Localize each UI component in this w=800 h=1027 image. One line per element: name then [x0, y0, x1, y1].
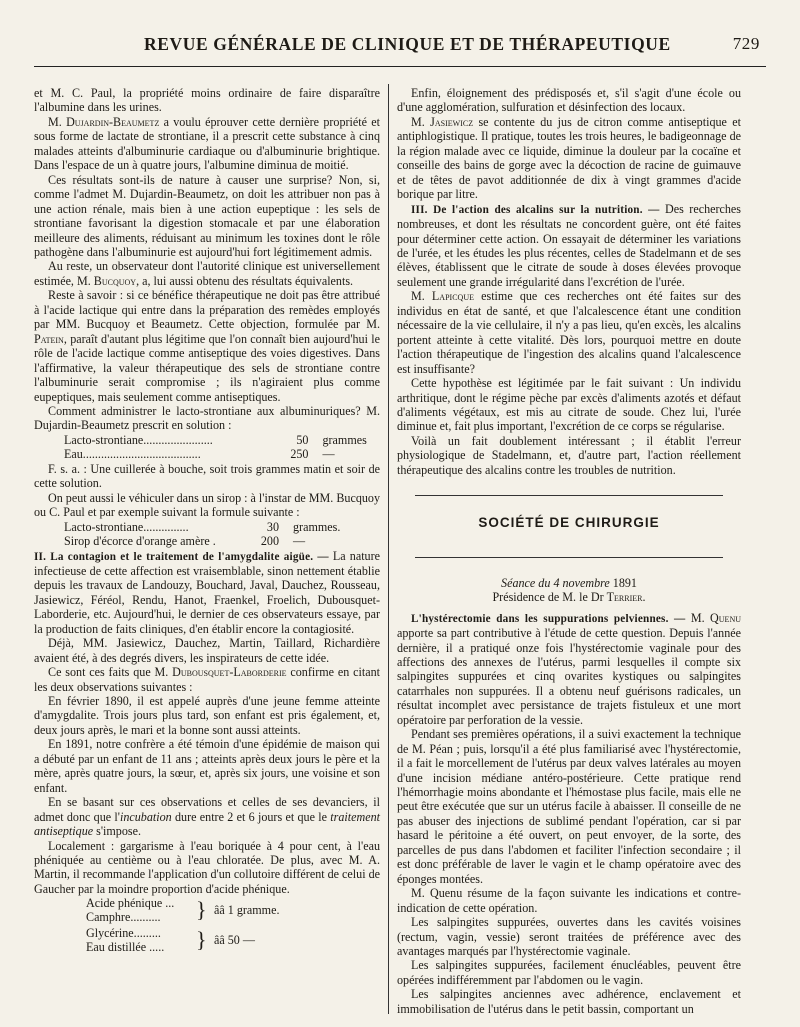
author-name: Patein [34, 331, 64, 346]
formula-line: Sirop d'écorce d'orange amère . 200 — [64, 534, 306, 549]
session-line: Séance du 4 novembre 1891 [501, 575, 637, 590]
author-name: Bucquoy [93, 273, 137, 288]
paragraph: Au reste, un observateur dont l'autorité clinique est universellement estimée, M. Bucquoy, a, lui aussi obtenu des résultats équivalents. [34, 259, 380, 288]
running-head [34, 34, 766, 56]
paragraph: M. Jasiewicz se contente du jus de citron comme antiseptique et antiphlogistique. Il pratique, toutes les trois heures, le badigeonnage de la région malade avec ce liquide, diminue la douleur par la cocaïne et conseille des bains de gorge avec la décoction de racine de guimauve et de têtes de pavot additionnée de dix à vingt grammes d'acide borique par litre. [397, 114, 741, 202]
author-name: Quenu [710, 610, 741, 625]
paragraph: Ces résultats sont-ils de nature à causer une surprise? Non, si, comme l'admet M. Dujardin-Beaumetz, on doit les attribuer non pas à une action rénale, mais bien à une action eupeptique : les sels de strontiane favorisant la digestion stomacale et par une élaboration meilleure des aliments, réduisant au minimum les toxines dont le rôle pathogène dans l'albuminurie est aujourd'hui fort légitimement admis. [34, 172, 380, 259]
paragraph: Les salpingites suppurées, facilement énucléables, peuvent être opérées indifféremment par l'abdomen ou le vagin. [397, 958, 741, 987]
paragraph: F. s. a. : Une cuillerée à bouche, soit trois grammes matin et soir de cette solution. [34, 461, 380, 491]
society-title: SOCIÉTÉ DE CHIRURGIE [478, 515, 660, 531]
paragraph: III. De l'action des alcalins sur la nutrition. — Des recherches nombreuses, et dont les résultats ne concordent guère, ont été faites pour déterminer cette action. On essayait de déterminer les variations de l'urée, et les études les plus récentes, celles de Stadelmann et de ses élèves, établissent que le citrate de soude à doses élevées provoque seulement une grande irrégularité dans l'excrétion de l'urée. [397, 201, 741, 289]
section-rule [415, 495, 723, 496]
author-name: Jasiewicz [430, 114, 474, 129]
paragraph: et M. C. Paul, la propriété moins ordinaire de faire disparaître l'albumine dans les urines. [34, 86, 380, 115]
section-rule [415, 557, 723, 558]
paragraph: M. Lapicque estime que ces recherches ont été faites sur des individus en état de santé, et que l'alcalescence étant une condition nécessaire de la vie cellulaire, il n'y a pas lieu, qu'en excès, les alcalins portent atteinte à cette vitalité. Dès lors, pourquoi mettre en doute l'action thérapeutique de l'ingestion des alcalins quand l'alcalescence est insuffisante? [397, 289, 741, 376]
right-column [397, 86, 741, 1016]
author-name: Dujardin-Beaumetz [66, 114, 160, 129]
left-column [34, 86, 380, 956]
paragraph: En février 1890, il est appelé auprès d'une jeune femme atteinte d'amygdalite. Trois jours plus tard, son enfant est pris également, et, deux jours après, le mari et la bonne sont aussi atteints. [34, 694, 380, 737]
paragraph: M. Quenu résume de la façon suivante les indications et contre-indication de cette opération. [397, 886, 741, 915]
prescription-block: Acide phénique ... Camphre.......... } ââ 1 gramme. [86, 896, 280, 925]
paragraph: Ce sont ces faits que M. Dubousquet-Laborderie confirme en citant les deux observations suivantes : [34, 665, 380, 694]
formula-line: Eau....................................... 250 — [64, 447, 335, 462]
paragraph: Voilà un fait doublement intéressant ; il établit l'erreur physiologique de Stadelmann, et, d'autre part, l'action réellement thérapeutique des alcalins contre les troubles de nutrition. [397, 433, 741, 477]
paragraph: L'hystérectomie dans les suppurations pelviennes. — M. Quenu apporte sa part contributive à l'étude de cette question. Depuis l'année dernière, il a pratiqué onze fois l'hystérectomie vaginale pour des affections des annexes de l'utérus, parmi lesquelles il compte six salpingites suppurées et cinq ovarites kystiques ou salpingites catarrhales non suppurées. Il a obtenu neuf guérisons radicales, un résultat incomplet avec persistance de trajets fistuleux et une mort opératoire par perforation de la vessie. [397, 610, 741, 727]
paragraph: M. Dujardin-Beaumetz a voulu éprouver cette dernière propriété et sous forme de lactate de strontiane, il a prescrit cette substance à cinq malades atteints d'albuminurie cardiaque ou d'albuminurie brightique. Dans l'espace de un à quatre jours, l'albumine diminua de moitié. [34, 114, 380, 173]
section-heading: III. De l'action des alcalins sur la nutrition. — [411, 203, 660, 216]
column-divider [388, 84, 389, 1014]
paragraph: Pendant ses premières opérations, il a suivi exactement la technique de M. Péan ; puis, lorsqu'il a été plus familiarisé avec l'hystérectomie, il a fait le morcellement de l'utérus par deux valves latérales au moyen d'une incision médiane antéro-postérieure. Cette pratique rend l'hémorrhagie moins abondante et l'hémostase plus facile, mais elle ne peut être exécutée que sur un utérus facile à abaisser. Il conseille de ne pas abuser des injections de sublimé pendant l'opération, car si par hasard le péritoine a été ouvert, on peut envoyer, de la sorte, des parcelles de pus dans l'abdomen et faciliter l'infection secondaire ; il est donc préférable de laver le vagin et le champ opératoire avec des éponges montées. [397, 727, 741, 886]
author-name: Lapicque [431, 289, 474, 304]
header-rule [34, 66, 766, 67]
paragraph: Enfin, éloignement des prédisposés et, s'il s'agit d'une école ou d'une agglomération, sulfuration et désinfection des locaux. [397, 86, 741, 115]
paragraph: Reste à savoir : si ce bénéfice thérapeutique ne doit pas être attribué à l'acide lactique qui entre dans la préparation des remèdes employés par MM. Bucquoy et Beaumetz. Cette objection, formulée par M. Patein, paraît d'autant plus légitime que l'on connaît bien aujourd'hui le rôle de l'acide lactique comme antiseptique des voies digestives. Dans l'affirmative, la valeur thérapeutique des sels de strontiane contre l'albuminurie serait compromise ; ils n'agiraient plus comme eupeptiques, mais seulement comme antiseptiques. [34, 288, 380, 404]
presidency-line: Présidence de M. le Dr Terrier. [492, 590, 646, 605]
paragraph: On peut aussi le véhiculer dans un sirop : à l'instar de MM. Bucquoy ou C. Paul et par exemple suivant la formule suivante : [34, 490, 381, 520]
journal-title: REVUE GÉNÉRALE DE CLINIQUE ET DE THÉRAPEUTIQUE [144, 34, 671, 54]
author-name: Dubousquet-Laborderie [172, 665, 287, 680]
paragraph: Les salpingites suppurées, ouvertes dans les cavités voisines (rectum, vagin, vessie) seront traitées de préférence avec des avantages marqués par l'hystérectomie vaginale. [397, 915, 741, 959]
formula-line: Lacto-strontiane....................... 50 grammes [64, 432, 367, 447]
paragraph: Déjà, MM. Jasiewicz, Dauchez, Martin, Taillard, Richardière avaient été, à des degrés divers, les inspirateurs de cette idée. [34, 636, 380, 665]
paragraph: Les salpingites anciennes avec adhérence, enclavement et immobilisation de l'utérus dans le petit bassin, comportant un [397, 987, 741, 1016]
paragraph: II. La contagion et le traitement de l'amygdalite aigüe. — La nature infectieuse de cette affection est vraisemblable, sinon nettement établie depuis les travaux de Landouzy, Bouchard, Javal, Dauchez, Rousseau, Jasiewicz, Féréol, Rendu, Hanot, Fraenkel, Froelich, Dubousquet-Laborderie, etc. Aujourd'hui, le dernier de ces observateurs essaye, par la production de faits cliniques, d'en établir encore la contagiosité. [34, 548, 380, 636]
paragraph: Cette hypothèse est légitimée par le fait suivant : Un individu arthritique, dont le régime pèche par excès d'aliments azotés et défaut d'aliments végétaux, est mis au citrate de soude. Chez lui, l'urée diminue et, fait plus important, l'excrétion de ce corps se régularise. [397, 376, 741, 434]
paragraph: Localement : gargarisme à l'eau boriquée à 4 pour cent, à l'eau phéniquée au centième ou à l'eau chloratée. De plus, avec M. A. Martin, il recommande l'application d'un collutoire différent de celui de Gaucher par la moindre proportion d'acide phénique. [34, 838, 381, 896]
formula-line: Lacto-strontiane............... 30 grammes. [64, 519, 341, 534]
paragraph: En 1891, notre confrère a été témoin d'une épidémie de maison qui a débuté par un enfant de 11 ans ; atteints après deux jours le père et la mère, après quatre jours, la sœur, et, après six jours, une voisine et son enfant. [34, 737, 380, 795]
paragraph: En se basant sur ces observations et celles de ses devanciers, il admet donc que l'incubation dure entre 2 et 6 jours et que le traitement antiseptique s'impose. [34, 795, 380, 839]
paragraph: Comment administrer le lacto-strontiane aux albuminuriques? M. Dujardin-Beaumetz prescrit en solution : [34, 403, 380, 433]
page-number: 729 [732, 34, 760, 53]
section-heading: II. La contagion et le traitement de l'amygdalite aigüe. — [34, 550, 329, 563]
prescription-block: Glycérine......... Eau distillée ..... } ââ 50 — [86, 926, 255, 955]
section-heading: L'hystérectomie dans les suppurations pelviennes. — [411, 612, 686, 625]
